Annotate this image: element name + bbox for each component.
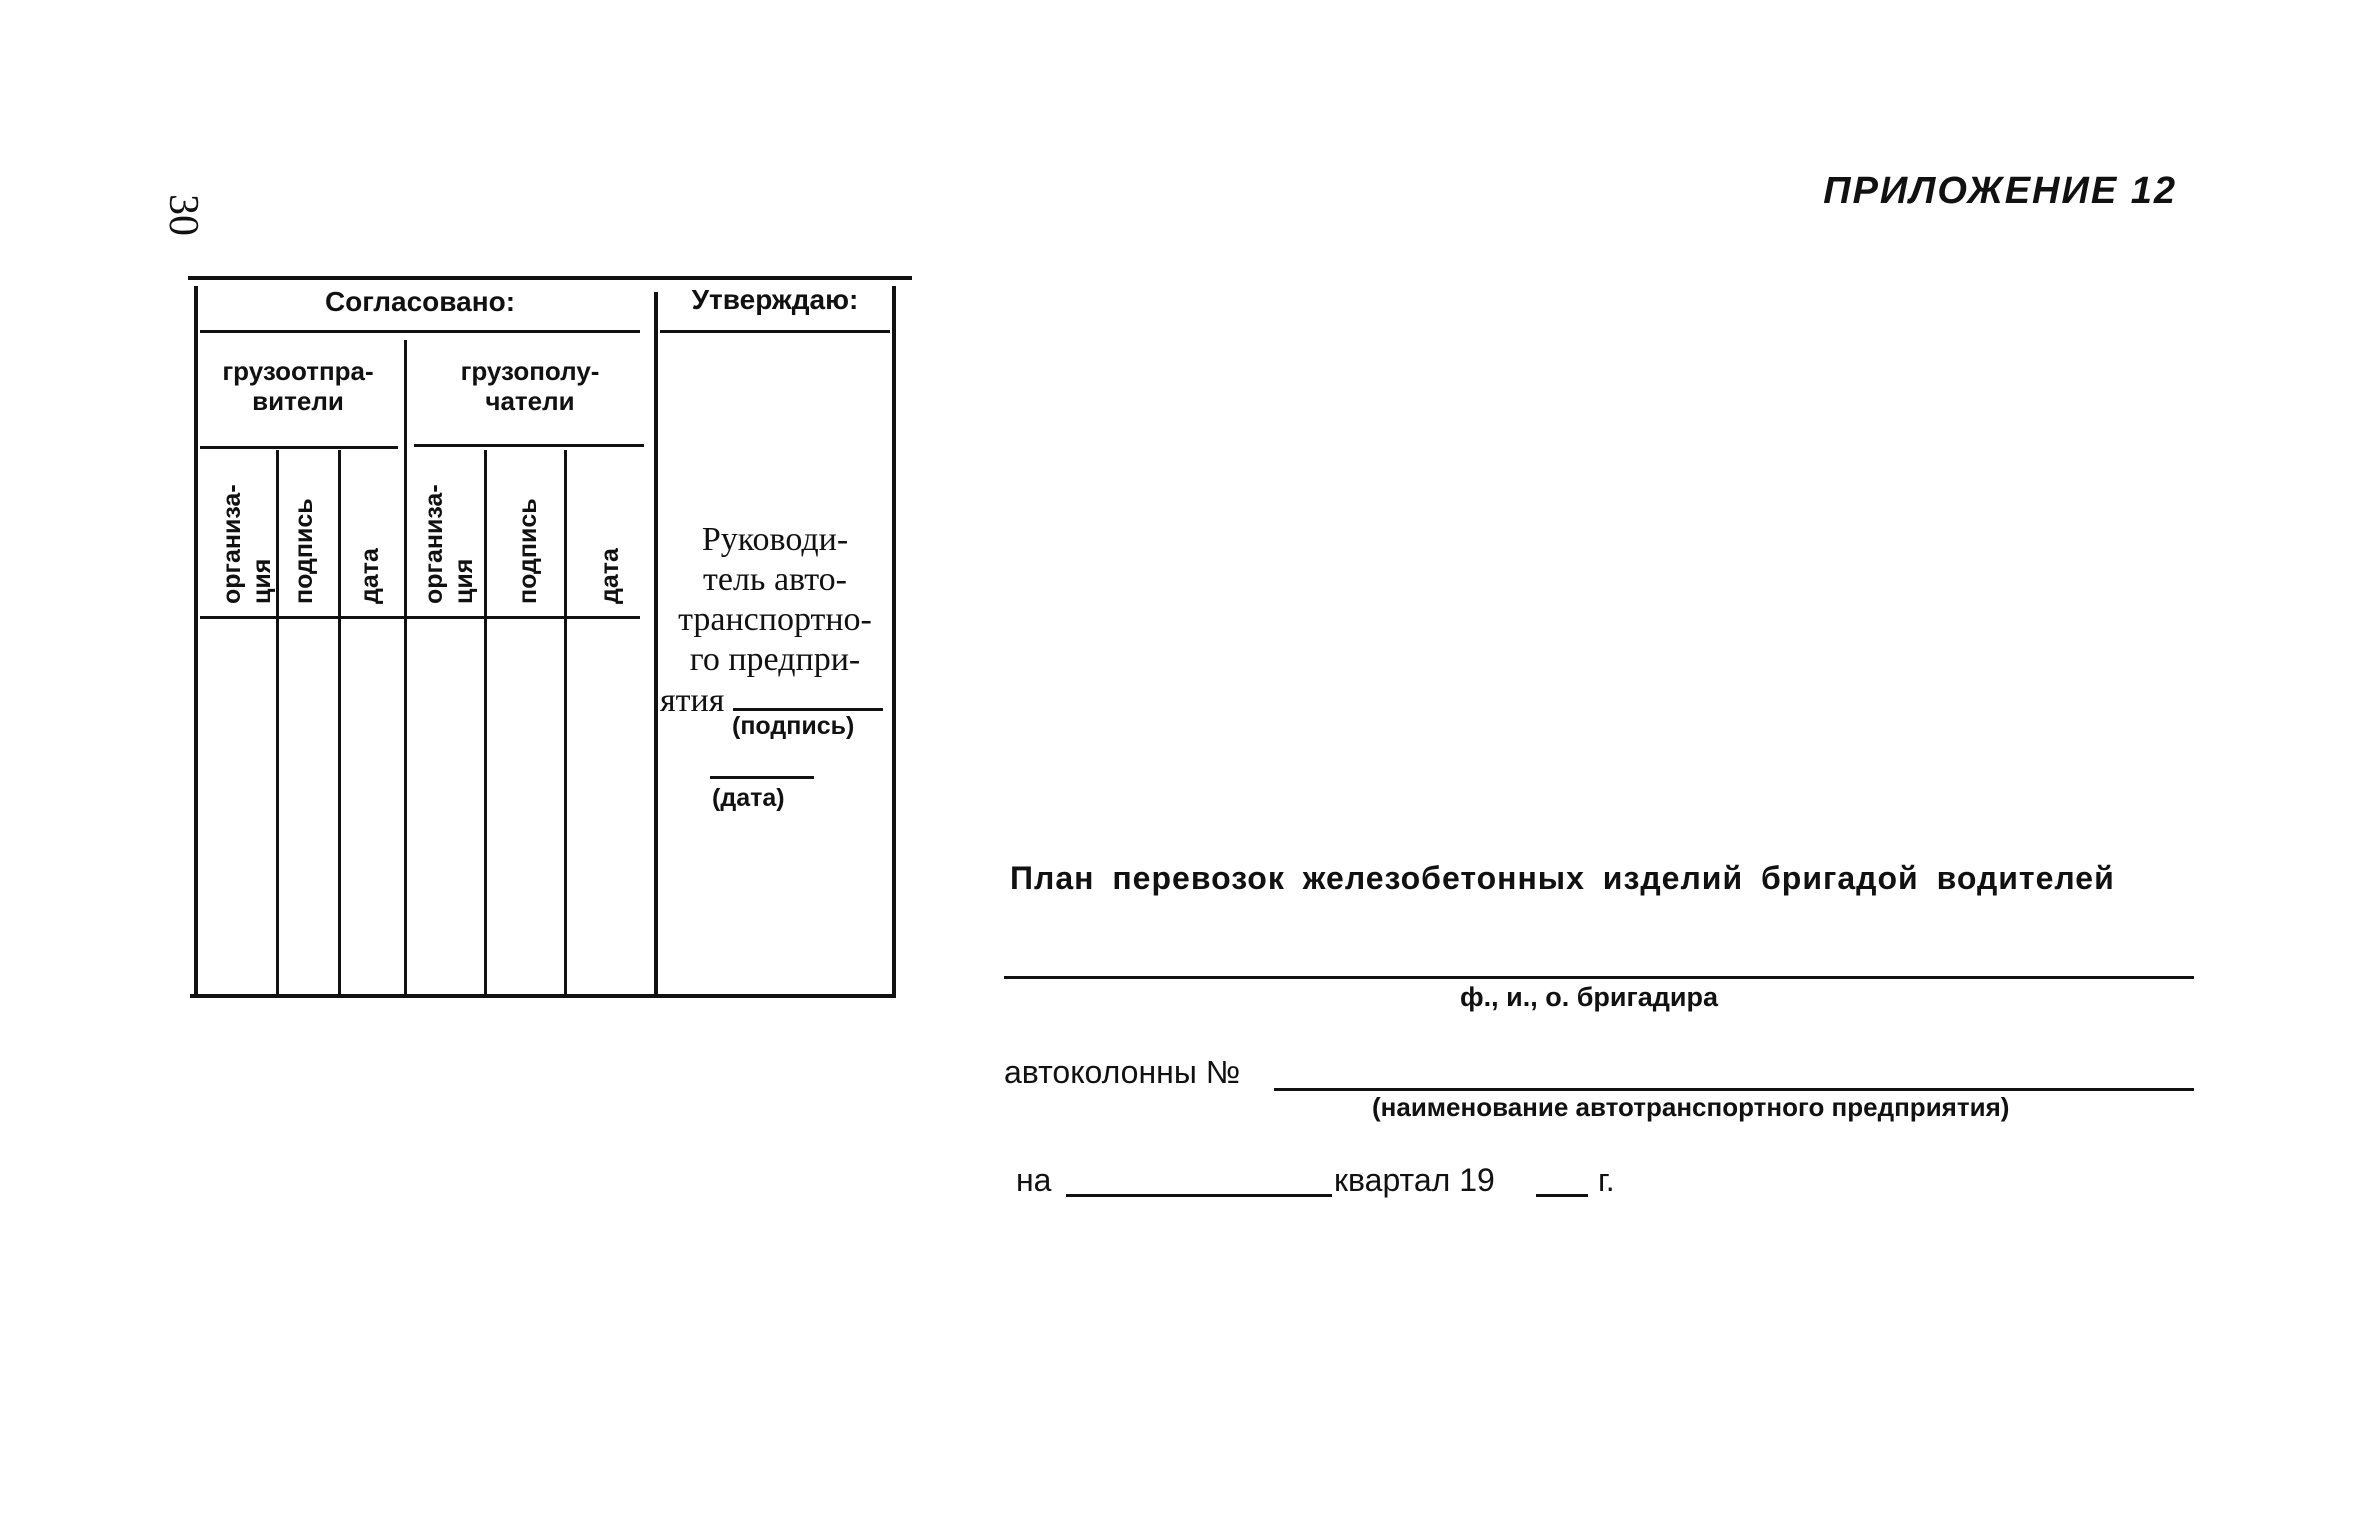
col-date-1: дата: [356, 548, 384, 604]
quarter-field[interactable]: [1066, 1194, 1332, 1197]
on-label: на: [1016, 1162, 1052, 1198]
foreman-note: ф., и., о. бригадира: [1460, 982, 1719, 1012]
appendix-title: ПРИЛОЖЕНИЕ 12: [1823, 170, 2177, 212]
approver-line1: Руководи-: [701, 521, 849, 558]
approver-line4: го предпри-: [689, 641, 861, 678]
table-bottom-border: [190, 994, 896, 998]
col-org-2-line2: ция: [450, 558, 478, 604]
column-label: автоколонны №: [1004, 1054, 1241, 1090]
approver-block: [660, 520, 890, 721]
table-top-border: [188, 276, 912, 280]
receivers-line1: грузополу-: [460, 356, 600, 386]
shippers-header: [198, 356, 398, 416]
approver-line2: тель авто-: [703, 561, 847, 598]
quarter-label: квартал 19: [1334, 1162, 1495, 1198]
approver-line3: транспортно-: [678, 601, 872, 638]
receivers-line2: чатели: [485, 386, 575, 416]
year-field[interactable]: [1536, 1194, 1588, 1197]
column-head-rule: [200, 616, 640, 619]
receivers-rule: [414, 444, 644, 447]
approver-line5: ятия: [660, 682, 725, 719]
page-number: 30: [160, 194, 206, 236]
approve-rule: [660, 330, 890, 333]
table-right-border: [892, 286, 896, 996]
col-divider: [564, 450, 567, 996]
approve-header: Утверждаю:: [691, 284, 859, 315]
date-note: (дата): [712, 784, 785, 812]
enterprise-note: (наименование автотранспортного предприятия): [1372, 1092, 2010, 1122]
signature-field[interactable]: [733, 680, 883, 711]
col-org-2-line1: организа-: [420, 484, 448, 604]
col-signature-2: подпись: [514, 498, 542, 604]
year-suffix: г.: [1598, 1162, 1615, 1198]
col-org-1-line2: ция: [248, 558, 276, 604]
signature-note: (подпись): [732, 712, 855, 740]
foreman-name-field[interactable]: [1004, 976, 2194, 979]
col-divider: [276, 450, 279, 996]
col-divider: [338, 450, 341, 996]
column-number-field[interactable]: [1274, 1088, 2194, 1091]
table-divider: [654, 292, 658, 996]
receivers-header: [420, 356, 640, 416]
agreed-rule: [200, 330, 640, 333]
plan-title: План перевозок железобетонных изделий бригадой водителей: [1010, 860, 2115, 896]
col-divider: [484, 450, 487, 996]
shippers-line2: вители: [252, 386, 344, 416]
col-signature-1: подпись: [290, 498, 318, 604]
group-divider: [404, 340, 407, 996]
agreed-header: Согласовано:: [324, 286, 516, 317]
col-date-2: дата: [596, 548, 624, 604]
shippers-line1: грузоотпра-: [222, 356, 374, 386]
shippers-rule: [200, 446, 398, 449]
col-org-1-line1: организа-: [218, 484, 246, 604]
date-field[interactable]: [710, 776, 814, 779]
